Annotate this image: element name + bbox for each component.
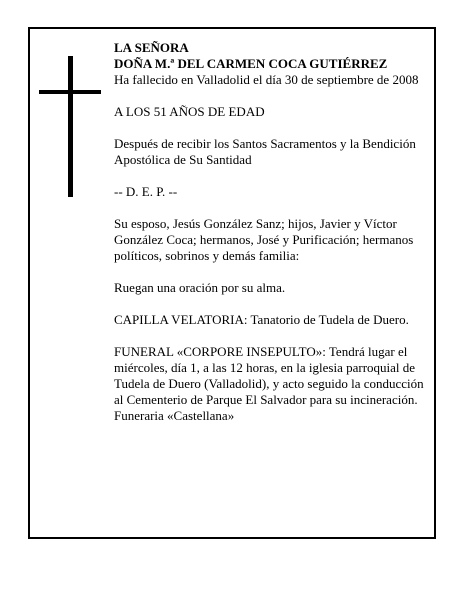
rip-line: -- D. E. P. -- (114, 184, 178, 199)
chapel-line: CAPILLA VELATORIA: Tanatorio de Tudela de Duero. (114, 312, 409, 327)
age-line: A LOS 51 AÑOS DE EDAD (114, 104, 265, 119)
prayer-line: Ruegan una oración por su alma. (114, 280, 286, 295)
cross-horizontal-bar (39, 90, 101, 94)
header-line: LA SEÑORA (114, 40, 189, 55)
family-line: Su esposo, Jesús González Sanz; hijos, Javier y Víctor González Coca; hermanos, José y Purificación; hermanos políticos, sobrinos y demás familia: (114, 216, 414, 263)
deceased-name: DOÑA M.ª DEL CARMEN COCA GUTIÉRREZ (114, 56, 388, 71)
obituary-text (114, 40, 434, 424)
funeral-home-line: Funeraria «Castellana» (114, 408, 235, 423)
obituary-card (28, 27, 436, 539)
cross-vertical-bar (68, 56, 73, 197)
funeral-line: FUNERAL «CORPORE INSEPULTO»: Tendrá lugar el miércoles, día 1, a las 12 horas, en la iglesia parroquial de Tudela de Duero (Valladolid), y acto seguido la conducción al Cementerio de Parque El Salvador para su incineración. (114, 344, 424, 407)
sacraments-line: Después de recibir los Santos Sacramentos y la Bendición Apostólica de Su Santidad (114, 136, 416, 167)
death-line: Ha fallecido en Valladolid el día 30 de septiembre de 2008 (114, 72, 419, 87)
